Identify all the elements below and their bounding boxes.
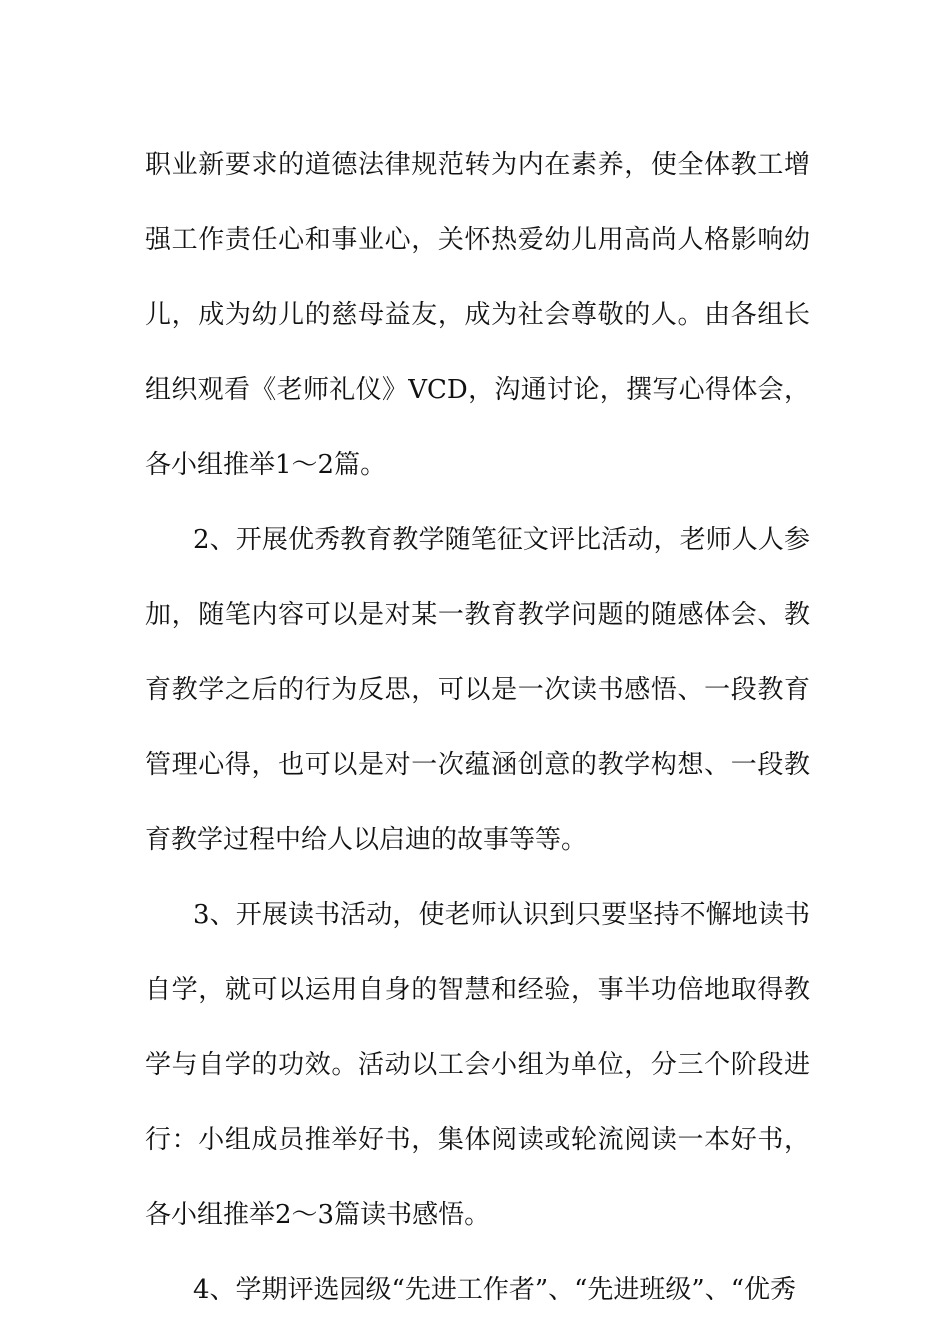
paragraph-continuation: 职业新要求的道德法律规范转为内在素养，使全体教工增强工作责任心和事业心，关怀热爱幼儿用高尚人格影响幼儿，成为幼儿的慈母益友，成为社会尊敬的人。由各组长组织观看《老师礼仪》VCD，沟通讨论，撰写心得体会，各小组推举1～2篇。 bbox=[145, 150, 810, 480]
paragraph-item-2: 2、开展优秀教育教学随笔征文评比活动，老师人人参加，随笔内容可以是对某一教育教学问题的随感体会、教育教学之后的行为反思，可以是一次读书感悟、一段教育管理心得，也可以是对一次蕴涵创意的教学构想、一段教育教学过程中给人以启迪的故事等等。 bbox=[145, 525, 810, 855]
body-text bbox=[145, 128, 810, 1328]
paragraph-item-4: 4、学期评选园级“先进工作者”、“先进班级”、“优秀 bbox=[193, 1275, 797, 1305]
paragraph-item-3: 3、开展读书活动，使老师认识到只要坚持不懈地读书自学，就可以运用自身的智慧和经验，事半功倍地取得教学与自学的功效。活动以工会小组为单位，分三个阶段进行：小组成员推举好书，集体阅读或轮流阅读一本好书，各小组推举2～3篇读书感悟。 bbox=[145, 900, 810, 1230]
